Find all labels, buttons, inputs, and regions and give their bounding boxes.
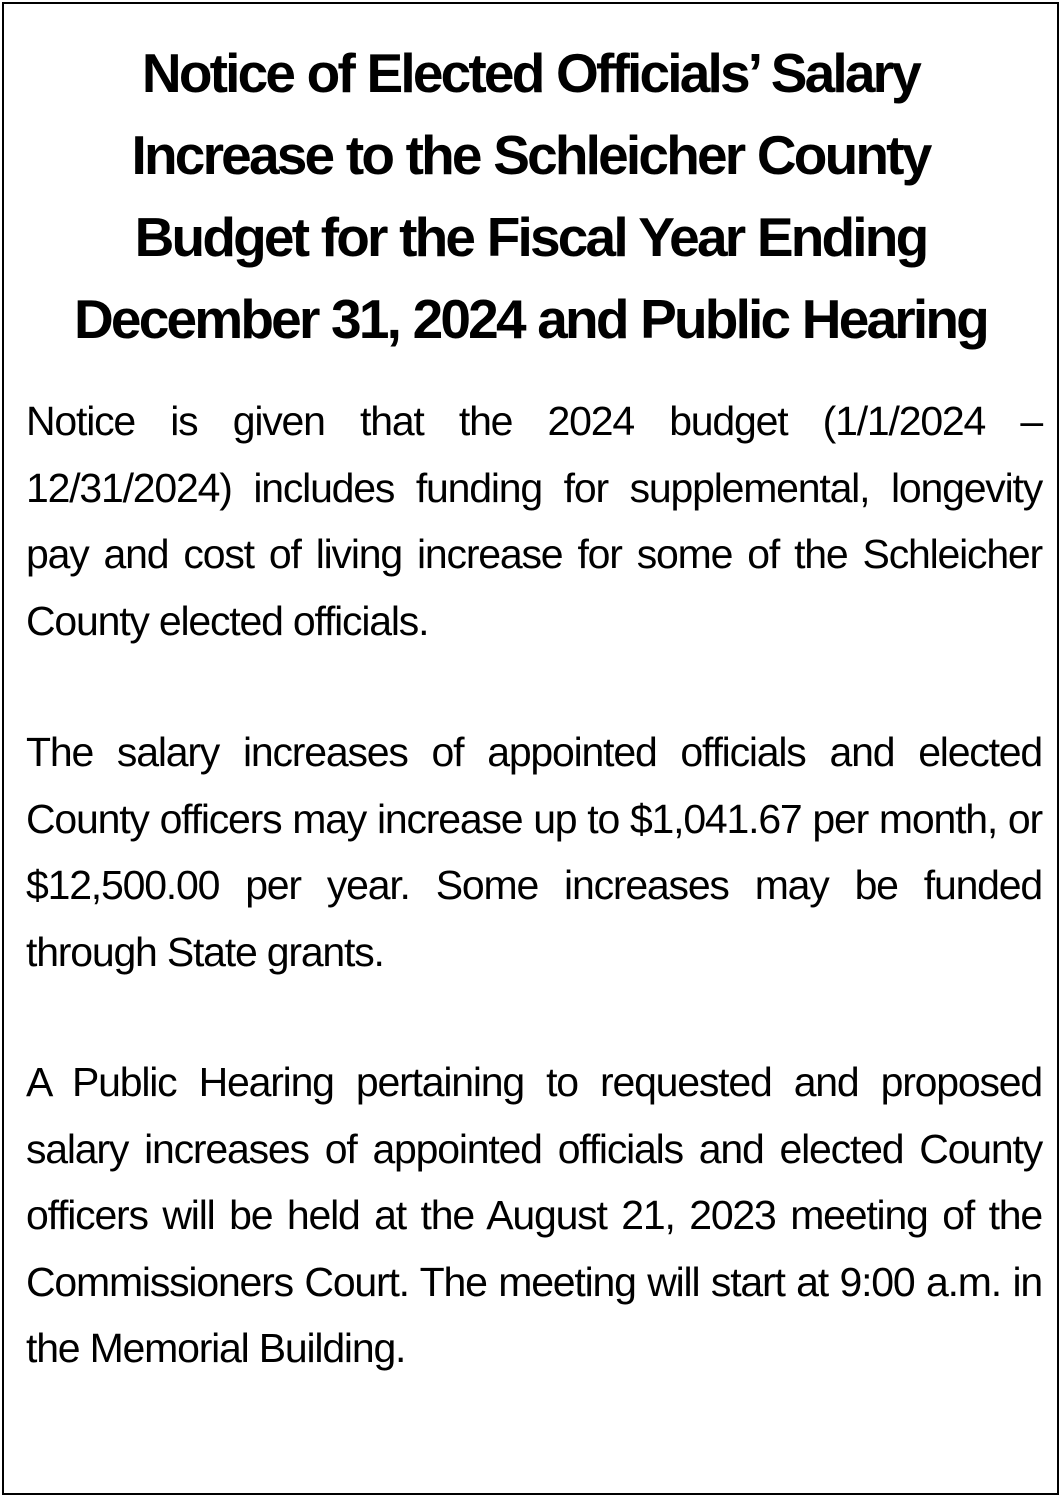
notice-title (4, 32, 1057, 360)
notice-box (2, 2, 1059, 1495)
title-line: Increase to the Schleicher County (131, 124, 930, 186)
notice-paragraph-budget: Notice is given that the 2024 budget (1/1/2024 – 12/31/2024) includes funding for supplemental, longevity pay and cost of living increase for some of the Schleicher County elected officials. (26, 398, 1042, 644)
notice-paragraph-public-hearing: A Public Hearing pertaining to requested and proposed salary increases of appointed officials and elected County officers will be held at the August 21, 2023 meeting of the Commissioners Court. The meeting will start at 9:00 a.m. in the Memorial Building. (26, 1059, 1042, 1371)
title-line: December 31, 2024 and Public Hearing (74, 288, 987, 350)
title-line: Notice of Elected Officials’ Salary (141, 42, 920, 104)
notice-paragraph-salary-increase: The salary increases of appointed officials and elected County officers may increase up to $1,041.67 per month, or $12,500.00 per year. Some increases may be funded through State grants. (26, 729, 1042, 975)
title-line: Budget for the Fiscal Year Ending (134, 206, 927, 268)
